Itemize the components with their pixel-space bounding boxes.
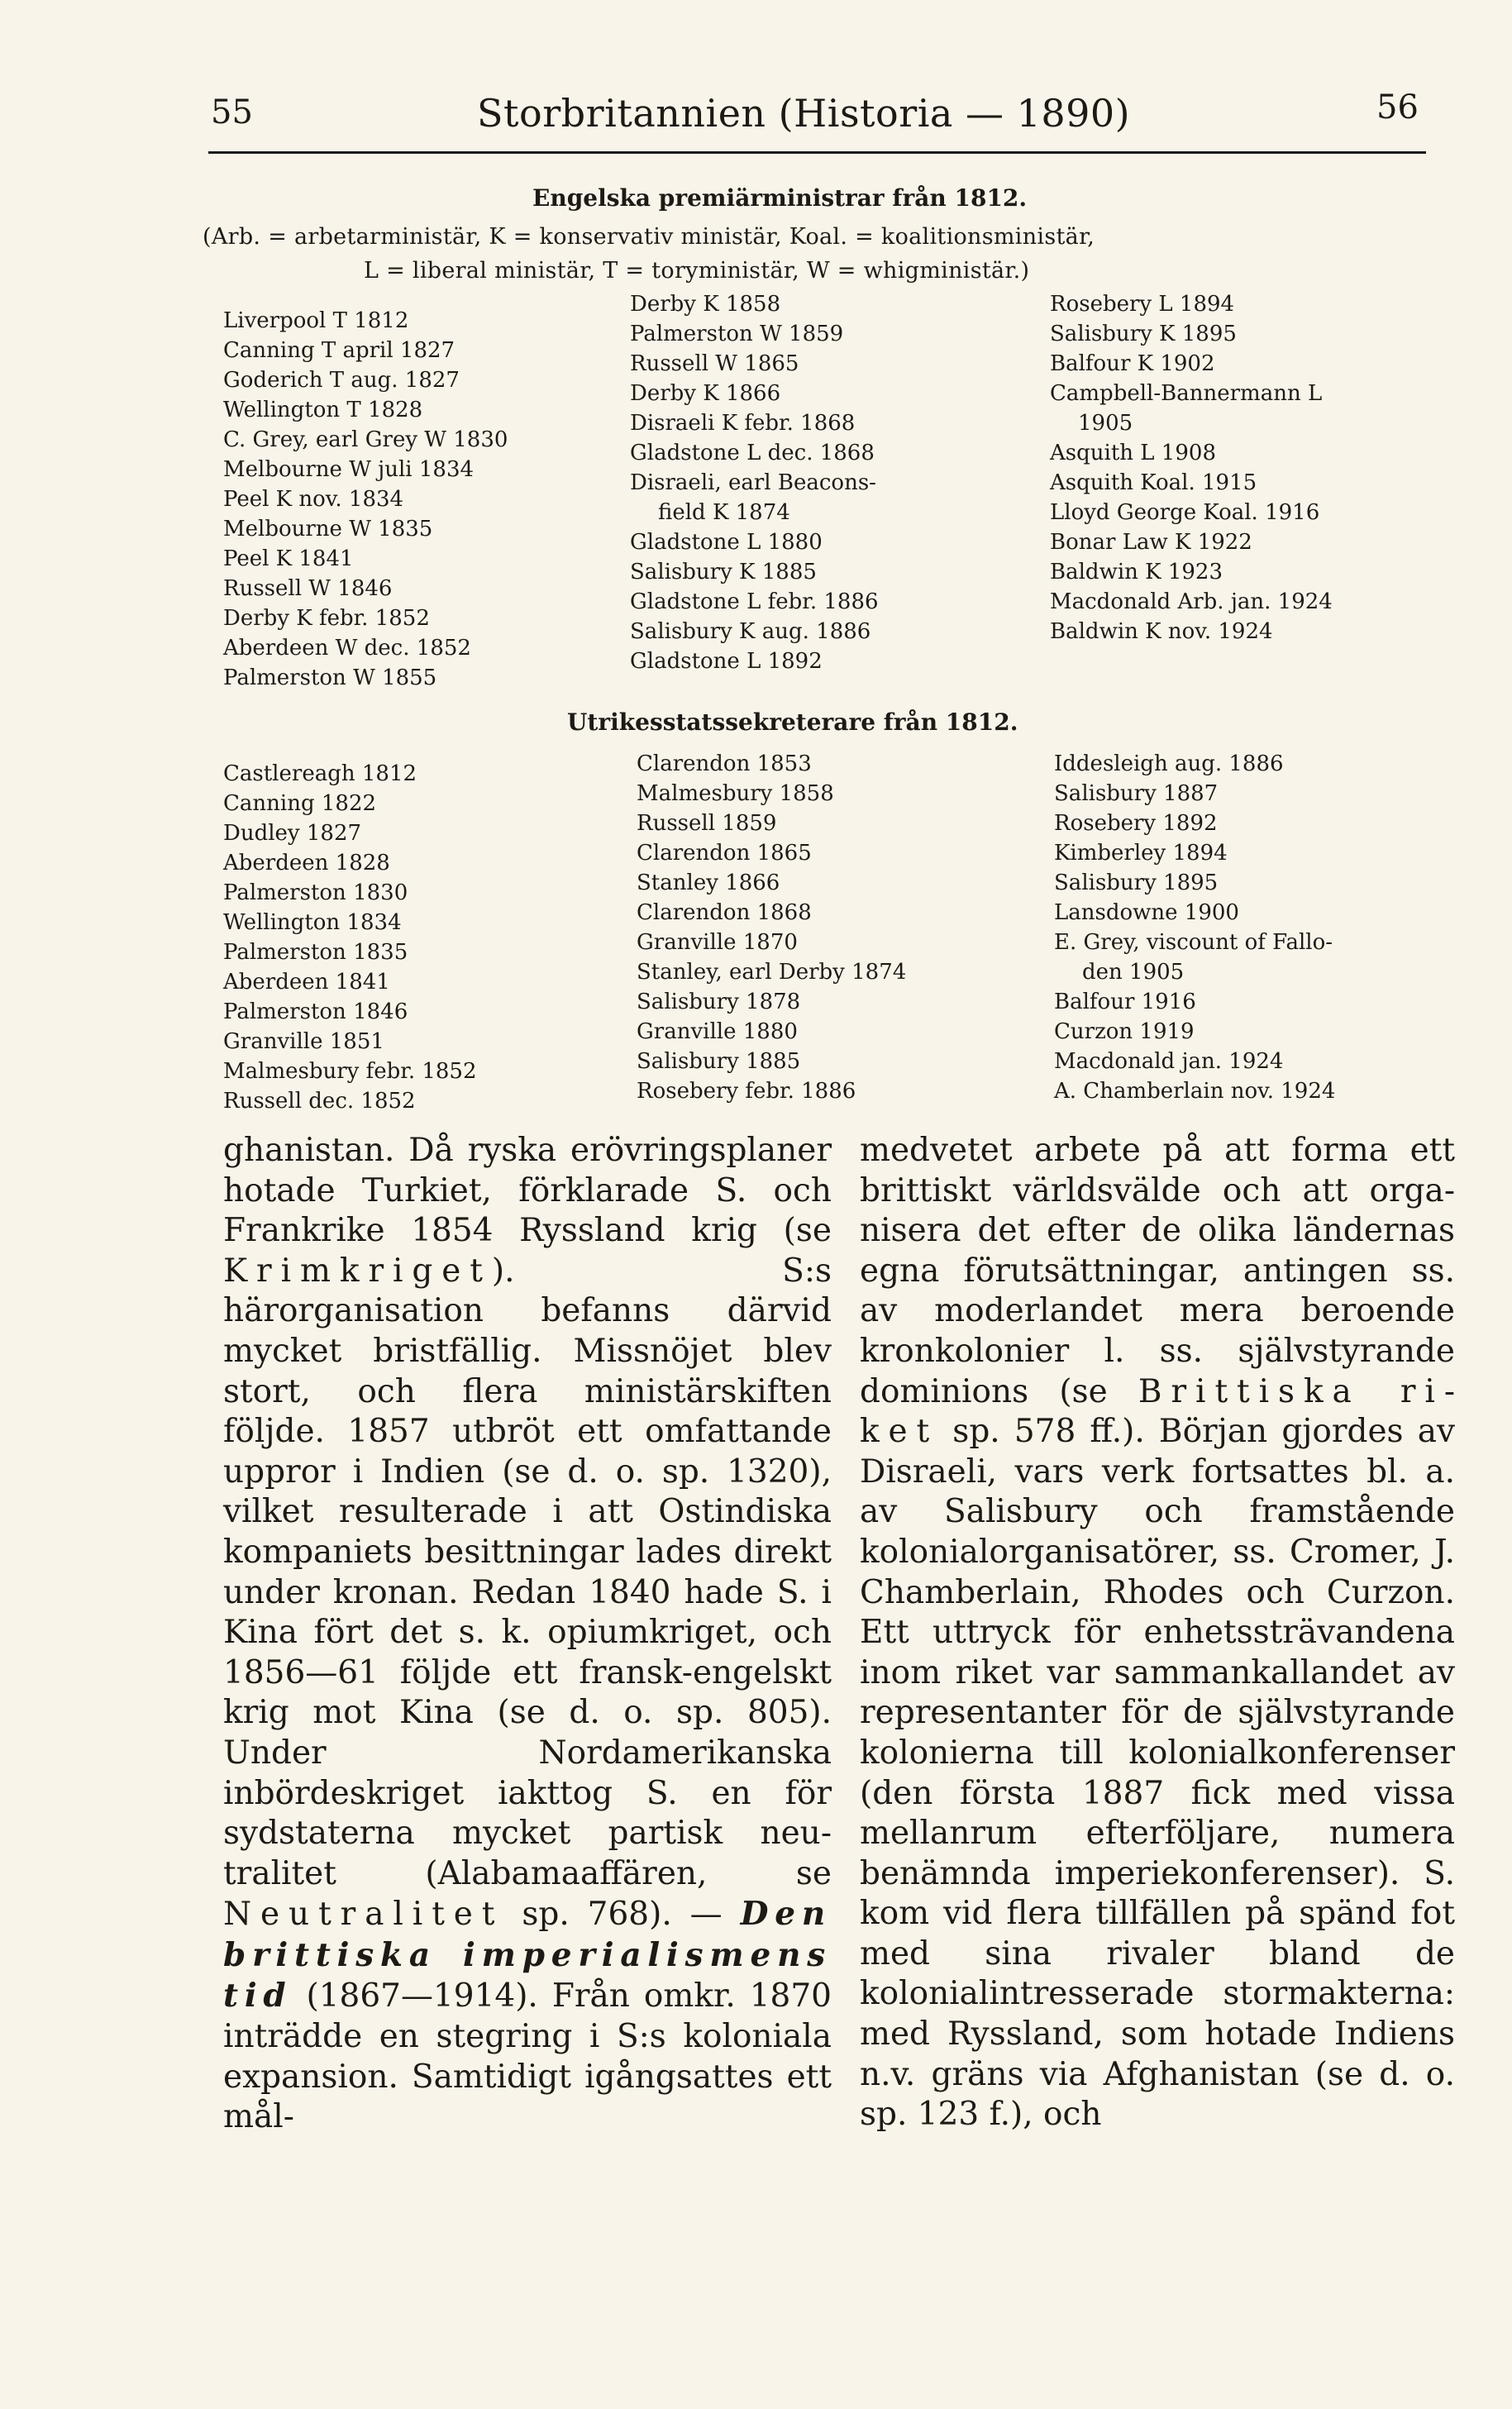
list-item: Disraeli K febr. 1868 [630,411,856,436]
article-column-right [860,1131,1455,2135]
list-item: Gladstone L febr. 1886 [630,589,879,614]
list-item: Wellington T 1828 [223,398,423,422]
prime-ministers-legend-line: L = liberal ministär, T = toryministär, W = whigministär.) [364,258,1030,284]
foreign-secretaries-column-1 [223,759,477,1116]
prime-ministers-column-3 [1050,289,1438,646]
list-item: Baldwin K 1923 [1050,560,1223,584]
list-item: 1905 [1078,411,1133,436]
list-item: Rosebery 1892 [1054,811,1218,836]
article-paragraph [860,1131,1455,2135]
list-item: Disraeli, earl Beacons- [630,470,876,495]
list-item: Kimberley 1894 [1054,841,1228,866]
list-item: Clarendon 1868 [637,900,812,925]
list-item: Derby K 1858 [630,292,781,317]
list-item: Wellington 1834 [223,910,402,935]
list-item: Derby K 1866 [630,381,781,406]
text-run: sp. 578 ff.). Början gjordes av Disraeli, vars verk fortsattes bl. a. av Salisbury och framstående kolonialorganisatörer, ss. Cromer, J. Chamberlain, Rhodes och Curzon. Ett uttryck för enhetssträvandena inom riket var sammankallandet av representanter för de självstyrande kolonierna till kolonialkonferenser (den första 1887 fick med vissa mellanrum efterföljare, numera benämnda imperiekonferenser). S. kom vid flera tillfällen på spänd fot med sina rivaler bland de kolonialintresserade stormakterna: med Ryssland, som hotade Indiens n.v. gräns via Afghanistan (se d. o. sp. 123 f.), och [860,1413,1455,2134]
foreign-secretaries-column-3 [1054,749,1443,1106]
list-item: Clarendon 1865 [637,841,812,866]
cross-reference: Brittiska riket [860,1372,1455,1451]
page-title: Storbritannien (Historia — 1890) [477,91,1131,136]
cross-reference: Neutralitet [223,1896,504,1934]
list-item: Salisbury 1887 [1054,781,1219,806]
list-item: Palmerston 1830 [223,880,408,905]
list-item: Salisbury 1895 [1054,871,1219,895]
prime-ministers-caption: Engelska premiärministrar från 1812. [532,184,1028,212]
list-item: E. Grey, viscount of Fallo- [1054,930,1333,955]
list-item: Balfour K 1902 [1050,351,1215,376]
list-item: Liverpool T 1812 [223,308,409,333]
list-item: Rosebery febr. 1886 [637,1079,856,1104]
list-item: Iddesleigh aug. 1886 [1054,751,1284,776]
list-item: Melbourne W juli 1834 [223,457,475,482]
section-heading: Den brittiska imperialismens tid [223,1895,832,2015]
list-item: Salisbury K aug. 1886 [630,619,871,644]
list-item: Salisbury 1885 [637,1049,801,1074]
list-item: Gladstone L 1892 [630,649,823,674]
list-item: A. Chamberlain nov. 1924 [1054,1079,1336,1104]
list-item: Palmerston 1835 [223,940,408,965]
list-item: Russell 1859 [637,811,777,836]
list-item: Gladstone L 1880 [630,530,823,555]
list-item: Campbell-Bannermann L [1050,381,1323,406]
list-item: Castlereagh 1812 [223,761,417,786]
list-item: Macdonald jan. 1924 [1054,1049,1284,1074]
list-item: den 1905 [1082,960,1185,985]
list-item: Derby K febr. 1852 [223,606,430,631]
list-item: Gladstone L dec. 1868 [630,441,875,465]
page-number-left: 55 [211,93,253,131]
list-item: Canning 1822 [223,791,377,816]
text-run: (1867—1914). Från omkr. 1870 inträdde en stegring i S:s koloniala expansion. Samtidigt igångsattes ett mål- [223,1977,832,2136]
foreign-secretaries-caption: Utrikesstatssekreterare från 1812. [567,708,1018,736]
list-item: Stanley 1866 [637,871,780,895]
list-item: Asquith Koal. 1915 [1050,470,1257,495]
article-column-left [223,1131,832,2138]
cross-reference: Krimkriget [223,1252,492,1290]
foreign-secretaries-column-2 [637,749,992,1106]
list-item: Baldwin K nov. 1924 [1050,619,1273,644]
list-item: Rosebery L 1894 [1050,292,1235,317]
list-item: Bonar Law K 1922 [1050,530,1252,555]
header-rule [208,151,1426,154]
list-item: Malmesbury febr. 1852 [223,1059,477,1084]
list-item: Granville 1880 [637,1019,798,1044]
list-item: Asquith L 1908 [1050,441,1216,465]
article-paragraph [223,1131,832,2138]
list-item: Balfour 1916 [1054,990,1196,1014]
list-item: Salisbury 1878 [637,990,801,1014]
list-item: Curzon 1919 [1054,1019,1195,1044]
text-run: medvetet arbete på att forma ett brittiskt världsvälde och att organisera det efter de olika ländernas egna förutsättningar, antingen ss. av moderlandet mera beroende kronkolonier l. ss. självstyrande dominions (se [860,1132,1455,1410]
prime-ministers-legend-line: (Arb. = arbetarministär, K = konservativ ministär, Koal. = koalitionsministär, [203,224,1095,250]
list-item: Stanley, earl Derby 1874 [637,960,907,985]
list-item: Dudley 1827 [223,821,362,846]
list-item: Aberdeen 1828 [223,851,390,875]
page-number-right: 56 [1376,88,1419,126]
list-item: Lloyd George Koal. 1916 [1050,500,1320,525]
list-item: Goderich T aug. 1827 [223,368,460,393]
list-item: Aberdeen 1841 [223,970,390,995]
list-item: Granville 1870 [637,930,798,955]
list-item: Melbourne W 1835 [223,517,433,541]
text-run: ). S:s härorganisation befanns därvid mycket bristfällig. Missnöjet blev stort, och flera ministärskiften följde. 1857 utbröt ett omfattande uppror i Indien (se d. o. sp. 1320), vilket resulterade i att Ostindiska kompaniets besittningar lades direkt under kronan. Redan 1840 hade S. i Kina fört det s. k. opiumkriget, och 1856—61 följde ett fransk-engelskt krig mot Kina (se d. o. sp. 805). Under Nordamerikanska inbördeskriget iakttog S. en för sydstaterna mycket partisk neutralitet (Alabamaaffären, se [223,1252,832,1892]
list-item: Macdonald Arb. jan. 1924 [1050,589,1333,614]
list-item: Malmesbury 1858 [637,781,834,806]
list-item: Peel K nov. 1834 [223,487,404,512]
list-item: Palmerston W 1859 [630,322,844,346]
list-item: Salisbury K 1885 [630,560,817,584]
prime-ministers-column-2 [630,289,1018,676]
list-item: Salisbury K 1895 [1050,322,1237,346]
list-item: Russell W 1865 [630,351,799,376]
text-run: ghanistan. Då ryska erövringsplaner hotade Turkiet, förklarade S. och Frankrike 1854 Ryssland krig (se [223,1132,832,1250]
list-item: Granville 1851 [223,1029,384,1054]
list-item: Russell W 1846 [223,576,393,601]
list-item: Peel K 1841 [223,546,354,571]
list-item: Palmerston 1846 [223,999,408,1024]
list-item: field K 1874 [658,500,790,525]
list-item: Aberdeen W dec. 1852 [223,636,471,661]
list-item: Canning T april 1827 [223,338,456,363]
text-run: sp. 768). — [503,1896,741,1934]
list-item: Palmerston W 1855 [223,665,437,690]
list-item: Lansdowne 1900 [1054,900,1239,925]
list-item: Russell dec. 1852 [223,1089,416,1114]
list-item: C. Grey, earl Grey W 1830 [223,427,508,452]
list-item: Clarendon 1853 [637,751,812,776]
prime-ministers-column-1 [223,306,508,693]
